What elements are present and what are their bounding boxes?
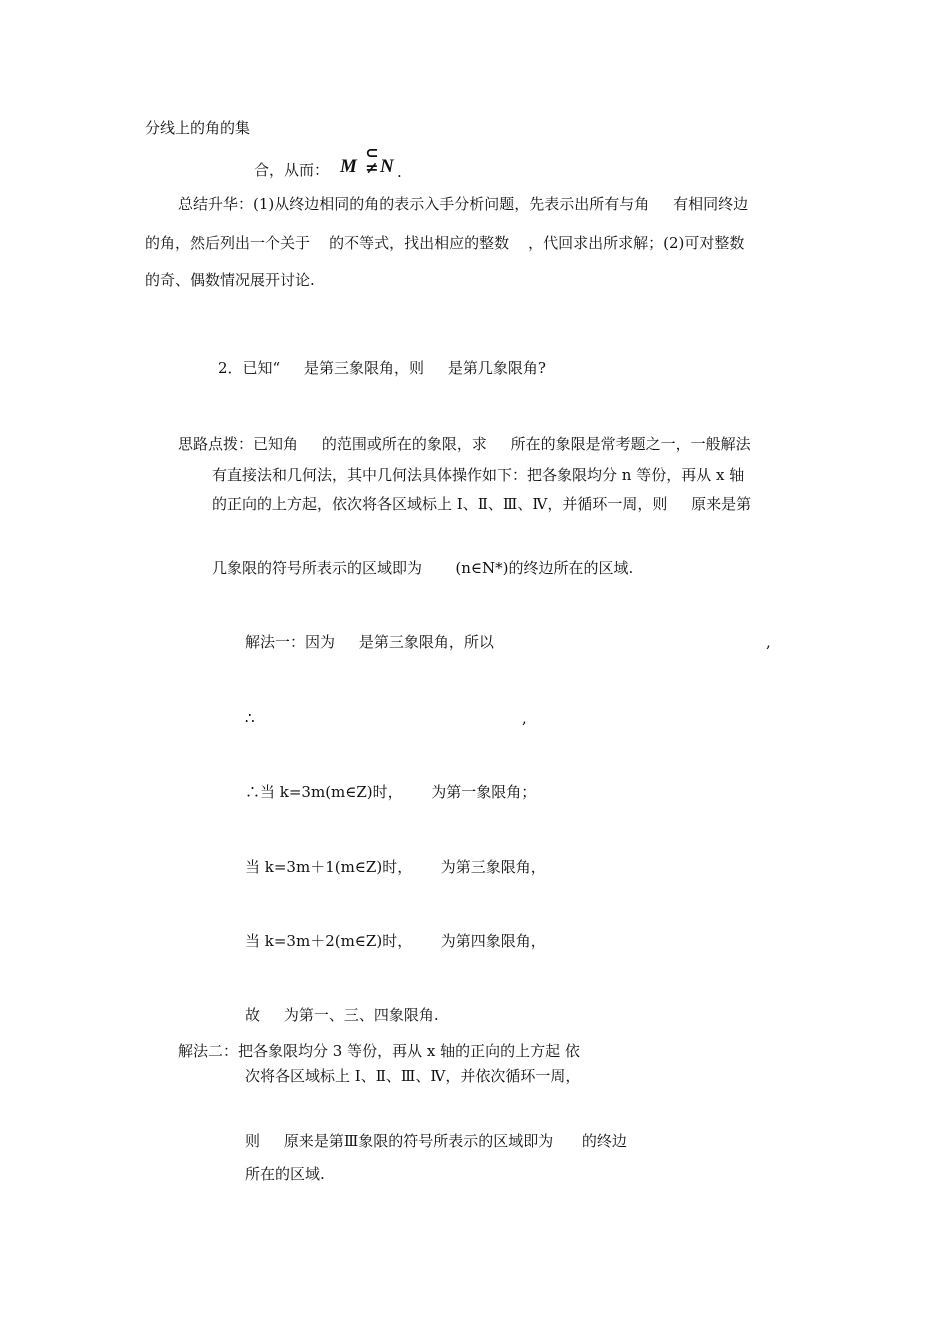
math-symbol-m: M bbox=[340, 156, 357, 177]
text-line: 总结升华：(1)从终边相同的角的表示入手分析问题，先表示出所有与角 有相同终边 bbox=[178, 195, 749, 213]
text-line: 的奇、偶数情况展开讨论. bbox=[145, 271, 315, 289]
text-line: 有直接法和几何法，其中几何法具体操作如下：把各象限均分 n 等份，再从 x 轴 bbox=[212, 466, 745, 484]
text-line: 所在的区域. bbox=[245, 1165, 325, 1183]
text-line: 合，从而： bbox=[254, 161, 330, 179]
text-line: 的正向的上方起，依次将各区域标上 I、Ⅱ、Ⅲ、Ⅳ，并循环一周，则 原来是第 bbox=[212, 495, 752, 513]
subset-symbol: ⊂ bbox=[365, 143, 379, 162]
text-line: 则 原来是第Ⅲ象限的符号所表示的区域即为 的终边 bbox=[245, 1132, 627, 1150]
text-line: 当 k=3m＋2(m∈Z)时， 为第四象限角， bbox=[245, 932, 546, 950]
punctuation: , bbox=[766, 633, 771, 651]
math-symbol-n: N bbox=[380, 156, 394, 177]
text-line: 解法二：把各象限均分 3 等份，再从 x 轴的正向的上方起 依 bbox=[178, 1042, 580, 1060]
punctuation: , bbox=[522, 709, 527, 727]
text-line: 故 为第一、三、四象限角. bbox=[245, 1006, 439, 1024]
text-line: 当 k=3m＋1(m∈Z)时， 为第三象限角， bbox=[245, 858, 546, 876]
question-2: 2．已知“ 是第三象限角，则 是第几象限角? bbox=[218, 359, 546, 377]
text-line: 思路点拨：已知角 的范围或所在的象限，求 所在的象限是常考题之一，一般解法 bbox=[178, 435, 751, 453]
therefore-symbol: ∴ bbox=[245, 709, 255, 727]
text-line: 解法一：因为 是第三象限角，所以 bbox=[245, 633, 494, 651]
period: . bbox=[397, 163, 402, 181]
text-line: 次将各区域标上 I、Ⅱ、Ⅲ、Ⅳ，并依次循环一周， bbox=[245, 1067, 581, 1085]
text-line: ∴当 k=3m(m∈Z)时， 为第一象限角； bbox=[245, 783, 537, 801]
text-line: 分线上的角的集 bbox=[145, 119, 251, 137]
text-line: 几象限的符号所表示的区域即为 (n∈N*)的终边所在的区域. bbox=[212, 559, 634, 577]
text-line: 的角，然后列出一个关于 的不等式，找出相应的整数 ，代回求出所求解；(2)可对整数 bbox=[145, 234, 745, 252]
not-equal-symbol: ≠ bbox=[365, 158, 379, 177]
